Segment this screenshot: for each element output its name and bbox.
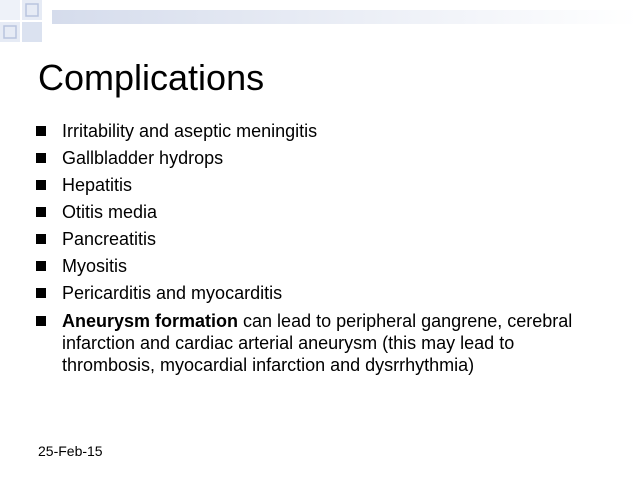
bullet-text: Otitis media (62, 202, 158, 222)
square-bullet-icon (36, 261, 46, 271)
bullet-text: Hepatitis (62, 175, 133, 195)
bullet-emphasis: Aneurysm formation (62, 311, 239, 331)
bullet-text: Irritability and aseptic meningitis (62, 121, 318, 141)
slide-title: Complications (38, 57, 265, 98)
list-item (36, 228, 606, 255)
bullet-text: Gallbladder hydrops (62, 148, 224, 168)
list-item (36, 147, 606, 174)
bullet-list (36, 120, 606, 376)
list-item (36, 120, 606, 147)
square-bullet-icon (36, 153, 46, 163)
header-decoration (0, 0, 638, 46)
square-bullet-icon (36, 288, 46, 298)
bullet-text: can lead to peripheral gangrene, cerebral infarction and cardiac arterial aneurysm (this may lead to thrombosis, myocardial infarction and dysrrhythmia) (62, 311, 573, 375)
square-bullet-icon (36, 234, 46, 244)
list-item (36, 201, 606, 228)
square-bullet-icon (36, 316, 46, 326)
square-bullet-icon (36, 180, 46, 190)
slide-date: 25-Feb-15 (38, 443, 103, 459)
bullet-text: Pancreatitis (62, 229, 157, 249)
list-item (36, 282, 606, 309)
list-item (36, 310, 606, 376)
square-bullet-icon (36, 207, 46, 217)
list-item (36, 255, 606, 282)
square-bullet-icon (36, 126, 46, 136)
list-item (36, 174, 606, 201)
bullet-text: Pericarditis and myocarditis (62, 283, 283, 303)
bullet-text: Myositis (62, 256, 128, 276)
